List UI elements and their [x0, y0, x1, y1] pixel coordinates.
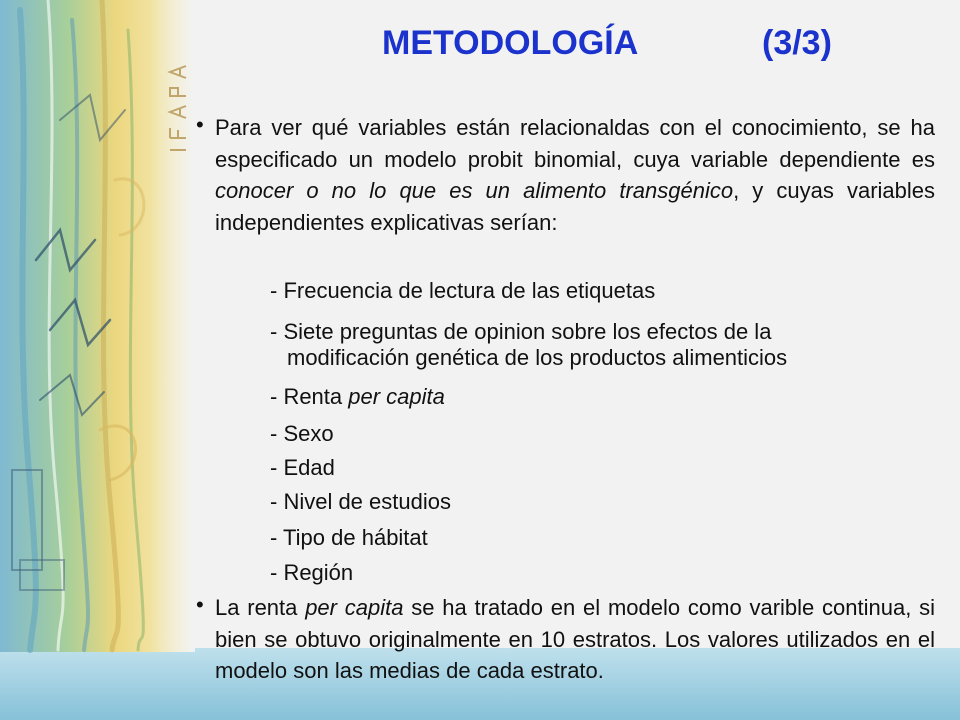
variable-item-7: - Tipo de hábitat: [270, 525, 428, 550]
bullet1-text-b: , y cuyas variables independientes explicativas serían:: [215, 178, 935, 235]
variable-item-1: - Frecuencia de lectura de las etiquetas: [270, 278, 656, 303]
variable-item-2-continued: modificación genética de los productos alimenticios: [287, 345, 788, 370]
bullet-marker: •: [196, 592, 204, 617]
variable-item-6: - Nivel de estudios: [270, 489, 451, 514]
variable-item-5: - Edad: [270, 455, 335, 480]
variable-item-8: - Región: [270, 560, 354, 585]
bullet2-text-italic: per capita: [305, 595, 404, 620]
variable-item-3-italic: per capita: [348, 384, 445, 409]
page-indicator: (3/3): [762, 24, 832, 62]
variable-item-4: - Sexo: [270, 421, 334, 446]
variable-item-3-text: - Renta: [270, 384, 349, 409]
bullet2-text-a: La renta: [215, 595, 306, 620]
bullet-paragraph-1: [215, 112, 935, 238]
variable-item-2: - Siete preguntas de opinion sobre los efectos de la: [270, 319, 772, 344]
title-text: METODOLOGÍA: [382, 24, 639, 62]
variable-item-3: [270, 385, 445, 409]
bullet-paragraph-2: [215, 592, 935, 687]
slide-title: [0, 24, 960, 68]
bullet2-text-b: se ha tratado en el modelo como varible continua, si bien se obtuvo originalmente en 10 estratos. Los valores utilizados en el modelo son las medias de cada estrato.: [215, 595, 936, 683]
bullet1-text-italic: conocer o no lo que es un alimento transgénico: [215, 178, 734, 203]
bullet1-text-a: Para ver qué variables están relacionaldas con el conocimiento, se ha especificado un modelo probit binomial, cuya variable dependiente es: [215, 115, 935, 172]
bullet-marker: •: [196, 112, 204, 137]
